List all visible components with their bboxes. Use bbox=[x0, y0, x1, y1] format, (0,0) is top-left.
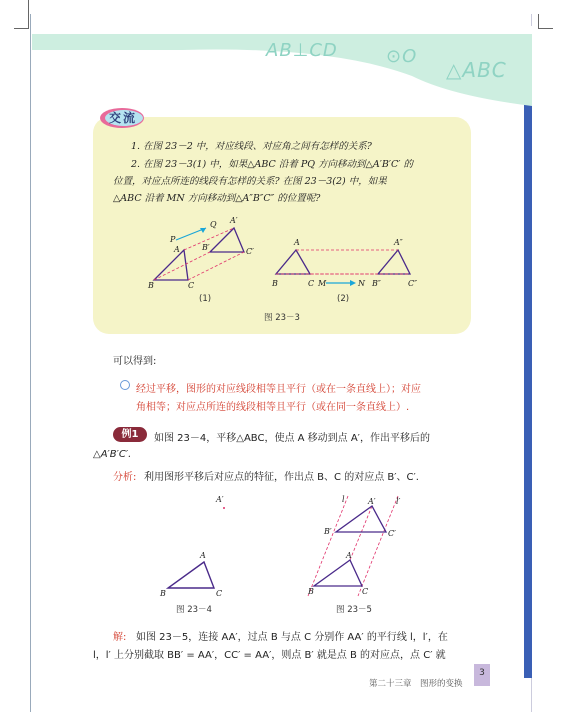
label-a-4: A bbox=[200, 551, 206, 560]
label-b-5: B bbox=[308, 587, 314, 596]
label-ap: A′ bbox=[230, 216, 238, 225]
label-b-2: B bbox=[272, 279, 278, 288]
label-q: Q bbox=[210, 220, 217, 229]
triangle-appbppcpp bbox=[378, 250, 410, 274]
banner-formula-3: △ABC bbox=[446, 58, 507, 82]
example-badge: 例1 bbox=[113, 427, 147, 442]
dashed-bbp bbox=[154, 252, 210, 280]
triangle-apbpcp-5 bbox=[336, 506, 386, 532]
point-ap bbox=[223, 507, 225, 509]
label-c: C bbox=[188, 281, 195, 290]
figure-23-3-1 bbox=[148, 212, 268, 292]
triangle-abc-4 bbox=[168, 562, 214, 588]
conclusion-intro: 可以得到: bbox=[113, 356, 157, 367]
label-bp: B′ bbox=[202, 243, 210, 252]
example-line-1: 如图 23－4，平移△ABC，使点 A 移动到点 A′，作出平移后的 bbox=[154, 433, 430, 444]
figure-23-4 bbox=[158, 494, 238, 598]
chapter-footer: 第二十三章 图形的变换 bbox=[369, 679, 463, 689]
label-lp: l′ bbox=[396, 497, 401, 506]
analysis-label: 分析: bbox=[113, 472, 137, 483]
solution-line-1: 如图 23－5，连接 AA′，过点 B 与点 C 分别作 AA′ 的平行线 l，l′，在 bbox=[136, 632, 448, 643]
analysis-text: 利用图形平移后对应点的特征，作出点 B、C 的对应点 B′、C′. bbox=[144, 472, 419, 483]
label-a-2: A bbox=[294, 238, 300, 247]
label-ap-4: A′ bbox=[216, 495, 224, 504]
conclusion-bullet-icon bbox=[120, 380, 130, 390]
parallel-line-l bbox=[308, 496, 348, 596]
solution-label: 解: bbox=[113, 632, 127, 643]
crop-mark-top-left bbox=[14, 14, 29, 29]
figure-23-3-2 bbox=[272, 236, 432, 296]
label-a: A bbox=[174, 245, 180, 254]
label-a-5: A bbox=[346, 551, 352, 560]
label-b: B bbox=[148, 281, 154, 290]
figure-23-3-caption: 图 23－3 bbox=[264, 313, 300, 323]
question-2-line-2: 位置，对应点所连的线段有怎样的关系? 在图 23－3(2) 中，如果 bbox=[113, 176, 387, 187]
question-1: 1. 在图 23－2 中，对应线段、对应角之间有怎样的关系? bbox=[131, 141, 372, 152]
conclusion-line-2: 角相等；对应点所连的线段相等且平行（或在同一条直线上）. bbox=[136, 402, 410, 413]
side-strip bbox=[524, 58, 532, 678]
page-number: 3 bbox=[474, 664, 490, 686]
label-c-2: C bbox=[308, 279, 315, 288]
conclusion-line-1: 经过平移，图形的对应线段相等且平行（或在一条直线上）；对应 bbox=[136, 384, 421, 395]
triangle-abc-2 bbox=[276, 250, 310, 274]
label-c-5: C bbox=[362, 587, 369, 596]
label-c-4: C bbox=[216, 589, 223, 598]
crop-mark-top-right bbox=[538, 14, 553, 29]
banner-formula-1: AB⊥CD bbox=[266, 40, 338, 61]
label-app: A″ bbox=[394, 238, 403, 247]
label-n: N bbox=[358, 279, 365, 288]
label-b-4: B bbox=[160, 589, 166, 598]
label-p: P bbox=[170, 235, 176, 244]
label-m: M bbox=[318, 279, 327, 288]
label-bp-5: B′ bbox=[324, 527, 332, 536]
label-cp: C′ bbox=[246, 247, 254, 256]
label-cpp: C″ bbox=[408, 279, 418, 288]
label-l: l bbox=[342, 495, 345, 504]
figure-23-4-caption: 图 23－4 bbox=[176, 605, 212, 615]
figure-1-sublabel: (1) bbox=[199, 294, 212, 304]
question-2-line-1: 2. 在图 23－3(1) 中，如果△ABC 沿着 PQ 方向移动到△A′B′C′ 的 bbox=[131, 159, 413, 170]
label-bpp: B″ bbox=[372, 279, 381, 288]
label-ap-5: A′ bbox=[368, 497, 376, 506]
label-cp-5: C′ bbox=[388, 529, 396, 538]
question-2-line-3: △ABC 沿着 MN 方向移动到△A″B″C″ 的位置呢? bbox=[113, 193, 321, 204]
figure-23-5 bbox=[306, 494, 418, 598]
arrow-head-mn bbox=[350, 280, 356, 286]
triangle-abc bbox=[154, 250, 188, 280]
figure-2-sublabel: (2) bbox=[337, 294, 350, 304]
triangle-apbpcp bbox=[210, 228, 244, 252]
banner-formula-2: ⊙O bbox=[386, 46, 418, 67]
figure-23-5-caption: 图 23－5 bbox=[336, 605, 372, 615]
example-line-2: △A′B′C′. bbox=[93, 449, 132, 460]
dashed-ccp bbox=[188, 252, 244, 280]
exchange-tag: 交流 bbox=[109, 111, 138, 125]
crop-mark-top-left-outer bbox=[28, 0, 43, 14]
solution-line-2: l，l′ 上分别截取 BB′ = AA′，CC′ = AA′，则点 B′ 就是点 B 的对应点，点 C′ 就 bbox=[93, 650, 446, 661]
